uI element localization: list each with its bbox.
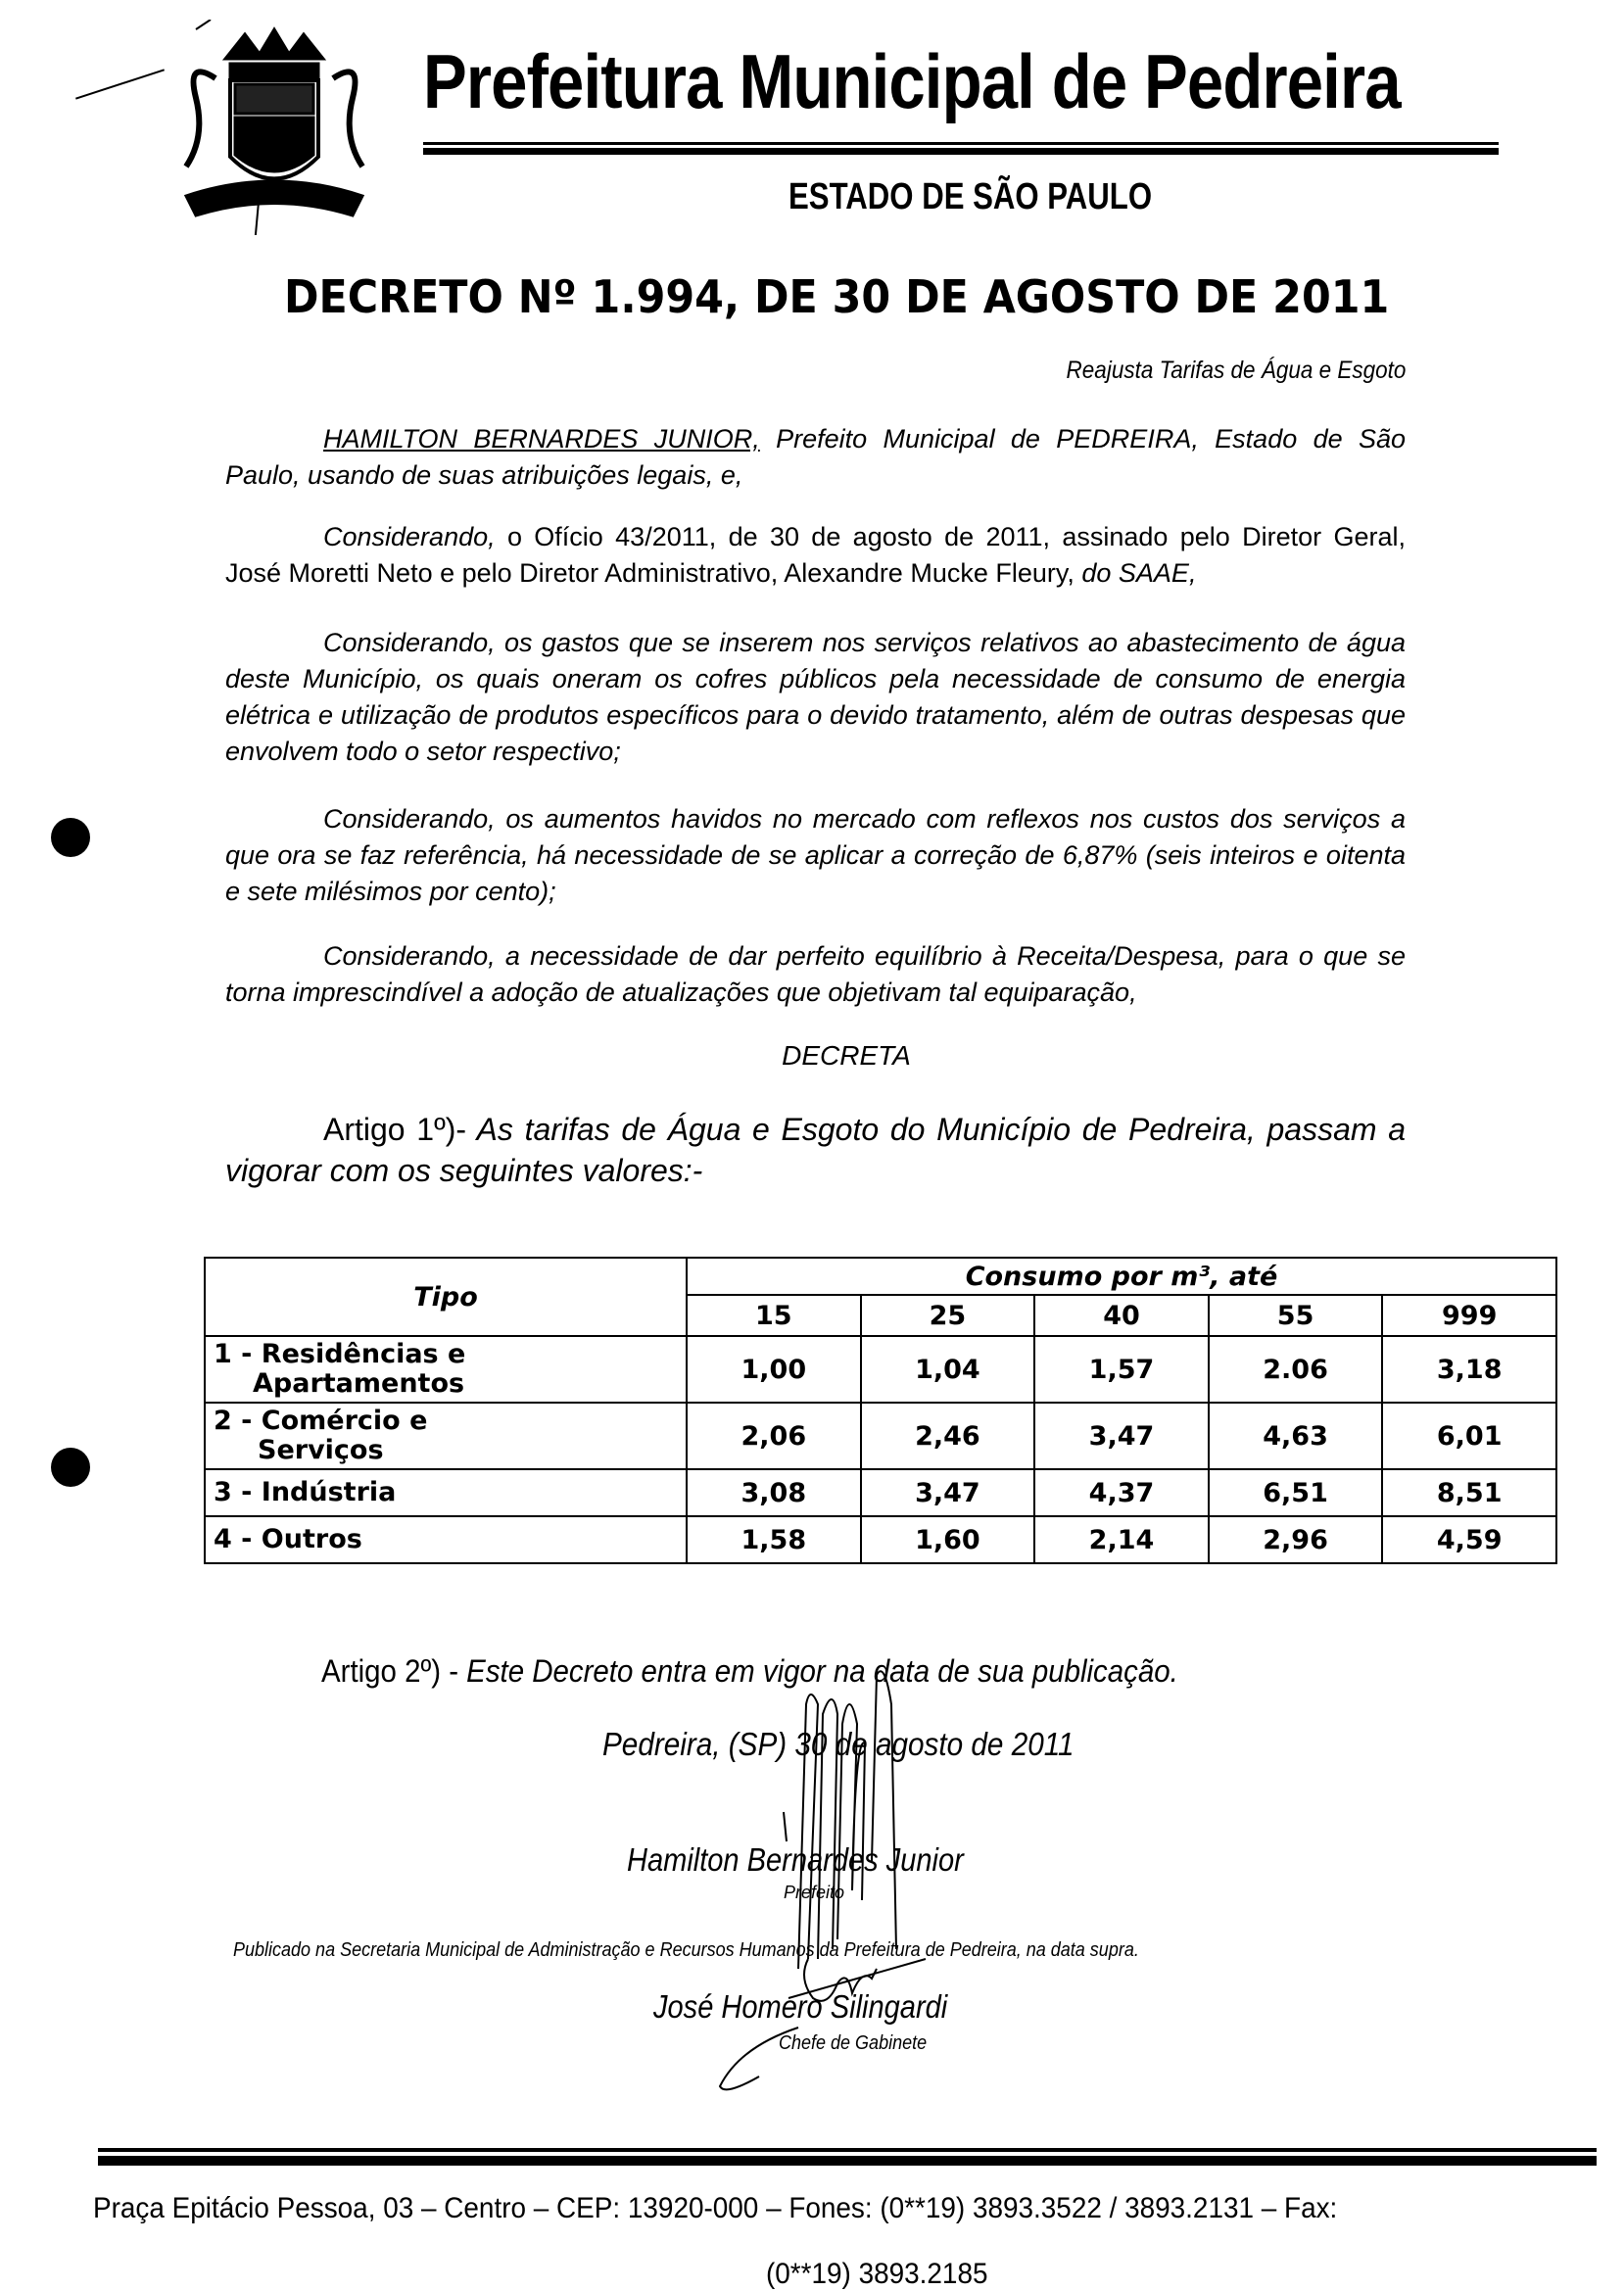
tipo-line: 2 - Comércio e	[214, 1406, 428, 1436]
place-and-date: Pedreira, (SP) 30 de agosto de 2011	[602, 1726, 1075, 1762]
state-subtitle: ESTADO DE SÃO PAULO	[788, 176, 1153, 217]
considerando-label: Considerando,	[323, 804, 496, 834]
table-cell: 2,06	[687, 1403, 861, 1469]
artigo-2	[321, 1653, 1178, 1690]
preamble-text: Prefeito Municipal de PEDREIRA, Estado de São Paulo, usando de suas atribuições legais, e,	[225, 424, 1407, 490]
table-cell: 4,63	[1209, 1403, 1383, 1469]
preamble-paragraph	[225, 421, 1406, 494]
signatory-1-name: Hamilton Bernardes Junior	[627, 1841, 964, 1878]
table-cell: 8,51	[1382, 1469, 1556, 1516]
considerando-4	[225, 938, 1406, 1011]
table-cell: 4,59	[1382, 1516, 1556, 1563]
column-header: 999	[1382, 1295, 1556, 1336]
row-tipo: 3 - Indústria	[205, 1469, 687, 1516]
considerando-text: a necessidade de dar perfeito equilíbrio à Receita/Despesa, para o que se torna imprescindível a adoção de atualizações que objetivam tal equiparação,	[225, 941, 1406, 1007]
punch-hole	[51, 1448, 90, 1487]
decreta-label: DECRETA	[782, 1040, 911, 1071]
table-row	[205, 1469, 1556, 1516]
tariff-table	[204, 1257, 1557, 1564]
footer-address: Praça Epitácio Pessoa, 03 – Centro – CEP: 13920-000 – Fones: (0**19) 3893.3522 / 3893.2131 – Fax:	[93, 2192, 1338, 2224]
table-cell: 2.06	[1209, 1336, 1383, 1403]
decree-heading: DECRETO Nº 1.994, DE 30 DE AGOSTO DE 2011	[284, 270, 1390, 323]
row-tipo: 4 - Outros	[205, 1516, 687, 1563]
artigo-1-text: As tarifas de Água e Esgoto do Município de Pedreira, passam a vigorar com os seguintes valores:-	[225, 1112, 1406, 1188]
footer-fax: (0**19) 3893.2185	[766, 2258, 988, 2290]
table-cell: 1,57	[1034, 1336, 1209, 1403]
considerando-label: Considerando,	[323, 522, 496, 551]
row-tipo	[205, 1336, 687, 1403]
table-cell: 2,96	[1209, 1516, 1383, 1563]
decree-subject: Reajusta Tarifas de Água e Esgoto	[1066, 357, 1406, 384]
publication-note: Publicado na Secretaria Municipal de Administração e Recursos Humanos da Prefeitura de Pedreira, na data supra.	[233, 1939, 1139, 1961]
table-cell: 3,18	[1382, 1336, 1556, 1403]
pen-stroke-mark	[75, 69, 165, 99]
table-cell: 1,04	[861, 1336, 1035, 1403]
tipo-line: Apartamentos	[253, 1368, 465, 1399]
artigo-1-label: Artigo 1º)-	[323, 1112, 467, 1147]
table-cell: 2,14	[1034, 1516, 1209, 1563]
tipo-line: 1 - Residências e	[214, 1339, 466, 1369]
signatory-1-role: Prefeito	[784, 1883, 845, 1902]
table-cell: 1,60	[861, 1516, 1035, 1563]
table-row	[205, 1403, 1556, 1469]
table-cell: 1,00	[687, 1336, 861, 1403]
table-row	[205, 1336, 1556, 1403]
signatory-2-name: José Homero Silingardi	[653, 1988, 948, 2025]
artigo-2-label: Artigo 2º) -	[321, 1653, 458, 1689]
considerando-text: os gastos que se inserem nos serviços relativos ao abastecimento de água deste Município, os quais oneram os cofres públicos pela necessidade de consumo de energia elétrica e utilização de produtos específicos para o devido tratamento, além de outras despesas que envolvem todo o setor respectivo;	[225, 628, 1406, 766]
table-cell: 3,47	[1034, 1403, 1209, 1469]
artigo-2-text: Este Decreto entra em vigor na data de sua publicação.	[457, 1653, 1178, 1689]
table-cell: 6,01	[1382, 1403, 1556, 1469]
column-header: 15	[687, 1295, 861, 1336]
column-group-header-consumo: Consumo por m³, até	[687, 1258, 1556, 1295]
column-header: 25	[861, 1295, 1035, 1336]
tipo-line: Serviços	[258, 1435, 384, 1465]
considerando-label: Considerando,	[323, 941, 496, 971]
artigo-1	[225, 1109, 1406, 1191]
column-header-tipo: Tipo	[205, 1258, 687, 1336]
considerando-1	[225, 519, 1406, 592]
punch-hole	[51, 818, 90, 857]
header-divider-thick	[423, 148, 1499, 155]
considerando-tail: do SAAE,	[1074, 558, 1197, 588]
footer-divider	[98, 2148, 1597, 2152]
table-cell: 2,46	[861, 1403, 1035, 1469]
signatory-2-role: Chefe de Gabinete	[779, 2032, 928, 2054]
decreta-heading	[0, 1040, 1624, 1072]
header-divider	[423, 142, 1499, 145]
table-cell: 6,51	[1209, 1469, 1383, 1516]
considerando-2	[225, 625, 1406, 770]
column-header: 55	[1209, 1295, 1383, 1336]
considerando-label: Considerando,	[323, 628, 496, 657]
considerando-3	[225, 801, 1406, 910]
table-cell: 1,58	[687, 1516, 861, 1563]
mayor-name: HAMILTON BERNARDES JUNIOR,	[323, 424, 760, 453]
table-row	[205, 1516, 1556, 1563]
mayor-signature	[779, 1665, 916, 1979]
considerando-text: os aumentos havidos no mercado com reflexos nos custos dos serviços a que ora se faz referência, há necessidade de se aplicar a correção de 6,87% (seis inteiros e oitenta e sete milésimos por cento);	[225, 804, 1406, 906]
table-cell: 3,08	[687, 1469, 861, 1516]
table-cell: 4,37	[1034, 1469, 1209, 1516]
table-cell: 3,47	[861, 1469, 1035, 1516]
footer-divider-thick	[98, 2156, 1597, 2166]
row-tipo	[205, 1403, 687, 1469]
column-header: 40	[1034, 1295, 1209, 1336]
page-title: Prefeitura Municipal de Pedreira	[423, 38, 1401, 124]
coat-of-arms-icon	[157, 20, 392, 235]
considerando-text: o Ofício 43/2011, de 30 de agosto de 2011, assinado pelo Diretor Geral, José Moretti Neto e pelo Diretor Administrativo, Alexandre Mucke Fleury,	[225, 522, 1406, 588]
